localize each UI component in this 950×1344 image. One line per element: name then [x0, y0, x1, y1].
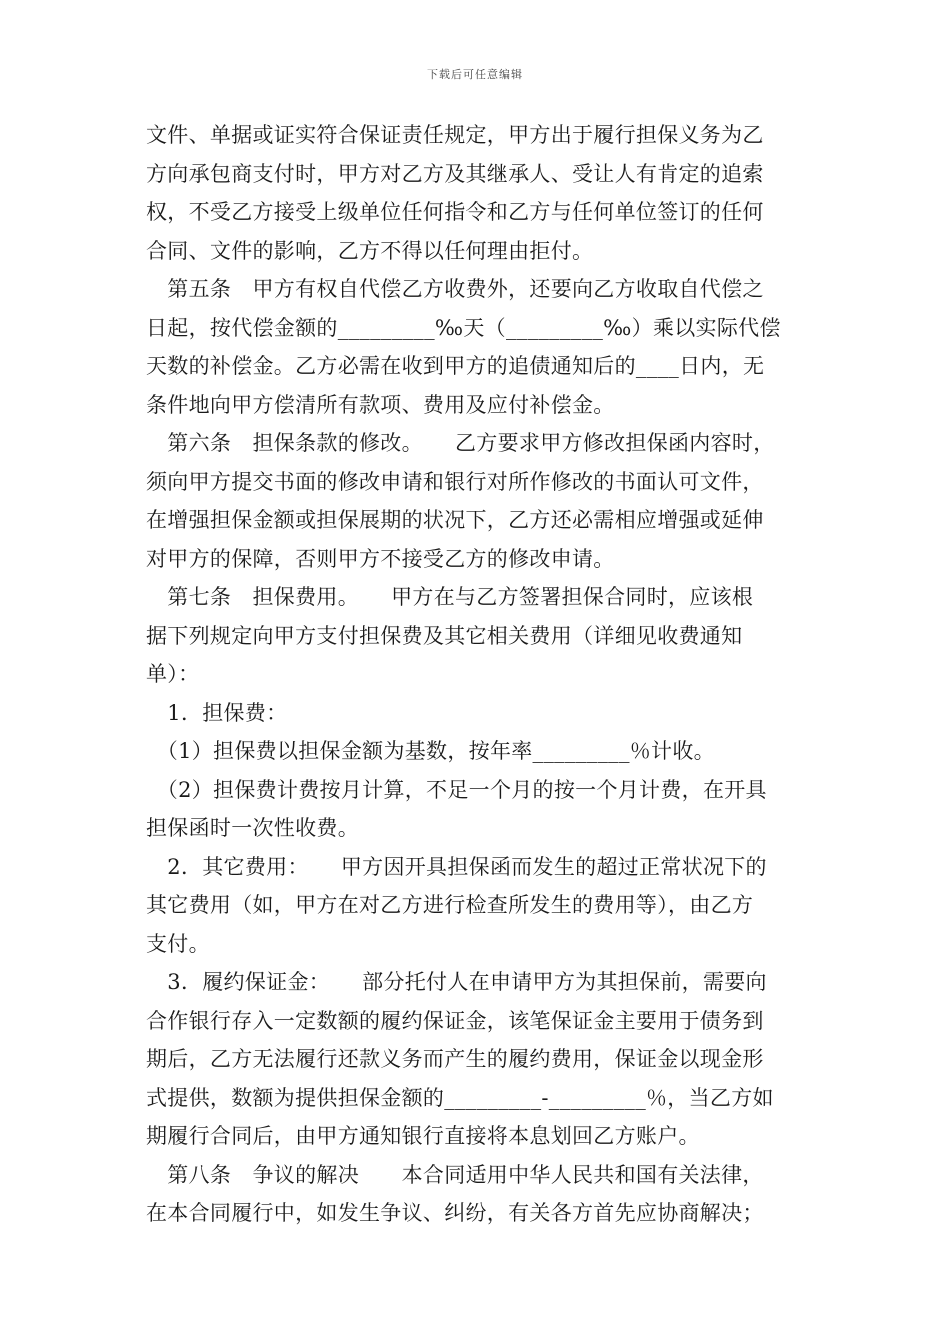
text-line: 在增强担保金额或担保展期的状况下，乙方还必需相应增强或延伸 — [146, 508, 764, 532]
text-line: 文件、单据或证实符合保证责任规定，甲方出于履行担保义务为乙 — [146, 123, 764, 147]
text-line: 期后，乙方无法履行还款义务而产生的履约费用，保证金以现金形 — [146, 1047, 764, 1071]
text-line: 对甲方的保障，否则甲方不接受乙方的修改申请。 — [146, 546, 615, 571]
list-item-other-fees: 2．其它费用： 甲方因开具担保函而发生的超过正常状况下的 — [146, 854, 767, 879]
text-line: 式提供，数额为提供担保金额的_________-_________％，当乙方如 — [146, 1085, 774, 1110]
text-line: 期履行合同后，由甲方通知银行直接将本息划回乙方账户。 — [146, 1124, 700, 1148]
list-item-performance-bond: 3．履约保证金： 部分托付人在申请甲方为其担保前，需要向 — [146, 970, 767, 994]
text-line: 合作银行存入一定数额的履约保证金，该笔保证金主要用于债务到 — [146, 1008, 764, 1033]
text-line: 在本合同履行中，如发生争议、纠纷，有关各方首先应协商解决； — [146, 1201, 764, 1225]
header-note: 下载后可任意编辑 — [427, 68, 523, 81]
article-6-heading-line: 第六条 担保条款的修改。 乙方要求甲方修改担保函内容时， — [146, 431, 775, 455]
text-line: 据下列规定向甲方支付担保费及其它相关费用（详细见收费通知 — [146, 623, 743, 648]
text-line: 支付。 — [146, 931, 210, 956]
text-line: 条件地向甲方偿清所有款项、费用及应付补偿金。 — [146, 392, 615, 417]
text-line: 担保函时一次性收费。 — [146, 816, 359, 840]
sub-item-1: （1）担保费以担保金额为基数，按年率_________％计收。 — [146, 739, 715, 763]
article-5-heading-line: 第五条 甲方有权自代偿乙方收费外，还要向乙方收取自代偿之 — [146, 277, 764, 301]
sub-item-2: （2）担保费计费按月计算，不足一个月的按一个月计费，在开具 — [146, 777, 767, 802]
text-line: 单）： — [146, 662, 200, 686]
text-line: 其它费用（如，甲方在对乙方进行检查所发生的费用等），由乙方 — [146, 893, 754, 917]
text-line: 方向承包商支付时，甲方对乙方及其继承人、受让人有肯定的追索 — [146, 161, 764, 186]
text-line: 合同、文件的影响，乙方不得以任何理由拒付。 — [146, 238, 594, 263]
text-line: 日起，按代偿金额的_________‰天（_________‰）乘以实际代偿 — [146, 315, 781, 340]
text-line: 须向甲方提交书面的修改申请和银行对所作修改的书面认可文件， — [146, 469, 764, 494]
text-line: 天数的补偿金。乙方必需在收到甲方的追债通知后的____日内，无 — [146, 354, 765, 378]
document-body — [146, 116, 816, 1233]
list-item-guarantee-fee: 1．担保费： — [146, 700, 288, 725]
article-8-heading-line: 第八条 争议的解决 本合同适用中华人民共和国有关法律， — [146, 1162, 764, 1187]
article-7-heading-line: 第七条 担保费用。 甲方在与乙方签署担保合同时，应该根 — [146, 585, 754, 609]
text-line: 权，不受乙方接受上级单位任何指令和乙方与任何单位签订的任何 — [146, 200, 764, 224]
